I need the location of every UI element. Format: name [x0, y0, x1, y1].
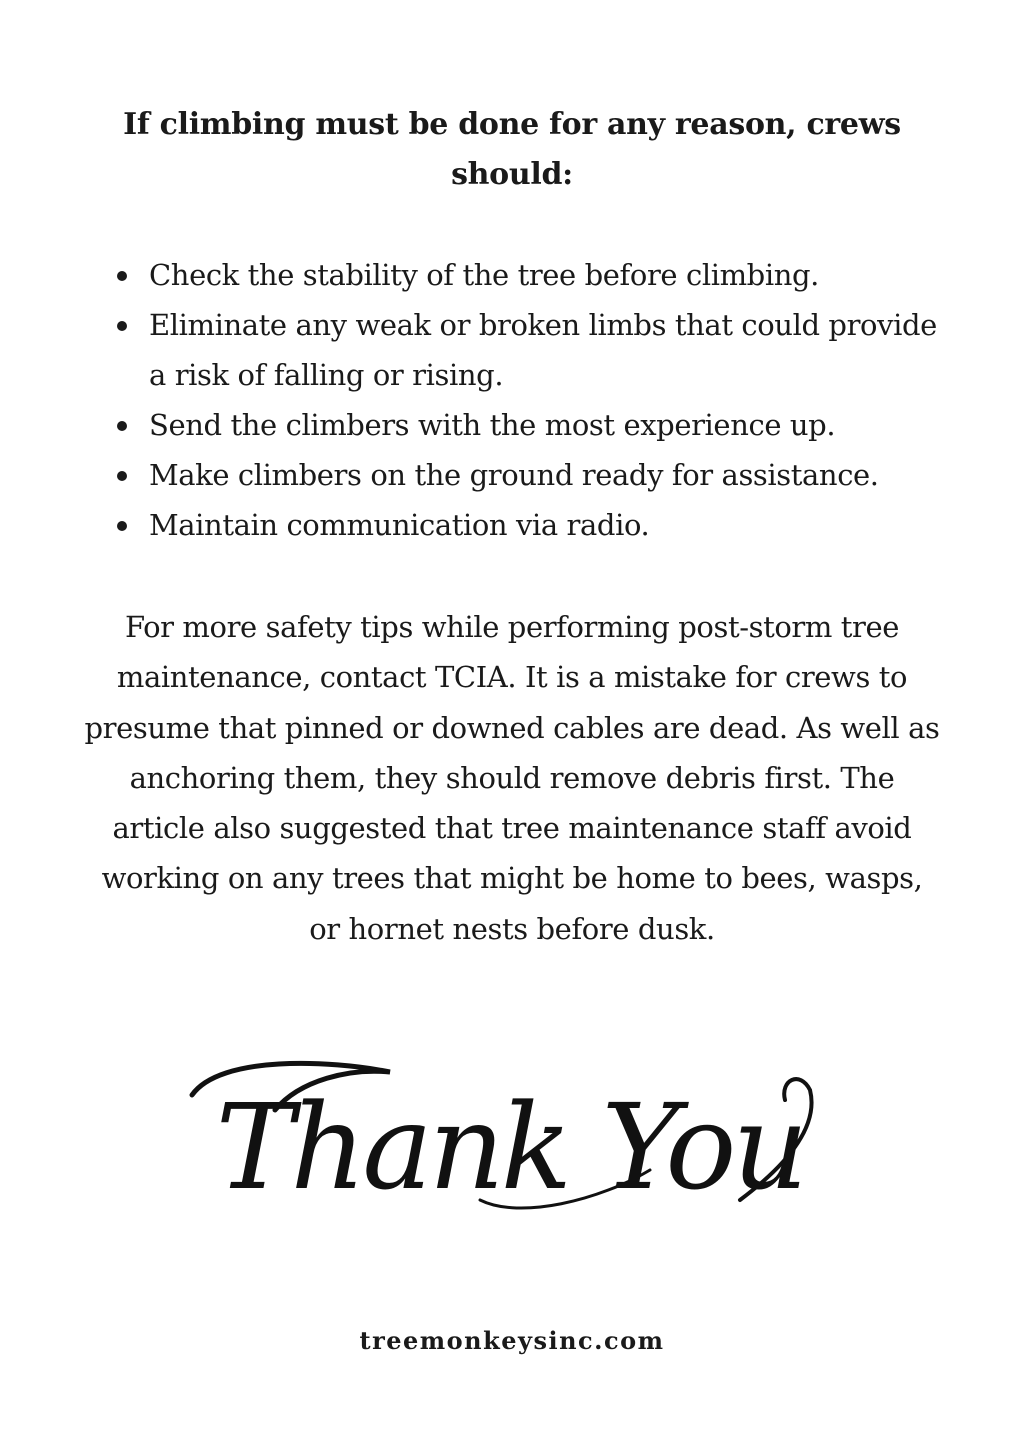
bullet-icon [117, 421, 127, 431]
climbing-guidelines-list [113, 250, 953, 550]
bullet-icon [117, 321, 127, 331]
bullet-icon [117, 271, 127, 281]
thank-you-text: Thank You [215, 1078, 805, 1216]
bullet-icon [117, 471, 127, 481]
thank-you-script [180, 1050, 840, 1250]
list-item-text: Maintain communication via radio. [149, 508, 650, 542]
list-item [113, 450, 953, 500]
section-heading: If climbing must be done for any reason, crews should: [123, 107, 901, 192]
list-item-text: Send the climbers with the most experience up. [149, 408, 836, 442]
list-item [113, 250, 953, 300]
list-item [113, 300, 953, 400]
list-item [113, 500, 953, 550]
closing-paragraph: For more safety tips while performing post-storm tree maintenance, contact TCIA. It is a mistake for crews to presume that pinned or downed cables are dead. As well as anchoring them, they should remove debris first. The article also suggested that tree maintenance staff avoid working on any trees that might be home to bees, wasps, or hornet nests before dusk. [84, 610, 940, 946]
website-url: treemonkeysinc.com [359, 1326, 665, 1355]
list-item-text: Check the stability of the tree before climbing. [149, 258, 819, 292]
list-item-text: Eliminate any weak or broken limbs that could provide a risk of falling or rising. [149, 308, 937, 392]
bullet-icon [117, 521, 127, 531]
list-item-text: Make climbers on the ground ready for assistance. [149, 458, 879, 492]
list-item [113, 400, 953, 450]
